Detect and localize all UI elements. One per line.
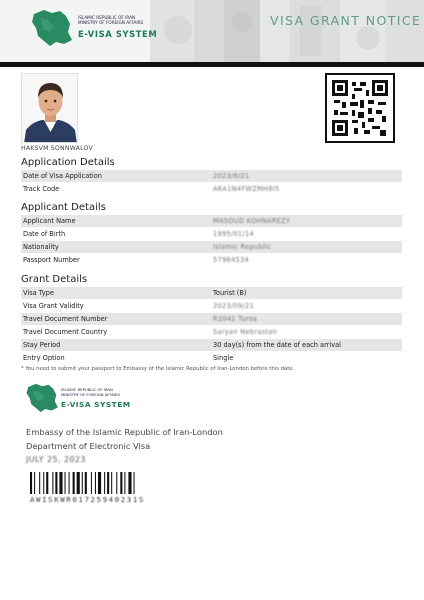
row-value: 2023/6/21 [213,172,250,180]
row-label: Date of Visa Application [23,172,102,180]
row-value: Single [213,354,234,362]
table-row [21,352,402,364]
row-label: Passport Number [23,256,80,264]
row-value: Islamic Republic [213,243,272,251]
qr-code [325,73,395,143]
row-value: 57964534 [213,256,249,264]
logo-org-text: ISLAMIC REPUBLIC OF IRAN MINISTRY OF FOREIGN AFFAIRS [78,15,144,25]
row-label: Date of Birth [23,230,66,238]
table-row [21,313,402,325]
barcode-text: AWISKWR01725940231S [30,495,145,504]
person-photo-icon [22,74,78,143]
footer-logo-name: E-VISA SYSTEM [61,400,131,409]
embassy-name: Embassy of the Islamic Republic of Iran-London [26,427,223,437]
grant-details-title: Grant Details [21,274,88,285]
row-label: Track Code [23,185,60,193]
row-value: 1995/01/14 [213,230,255,238]
header-banner [0,0,424,62]
applicant-photo [21,73,78,143]
qr-code-icon [332,80,388,136]
table-row [21,228,402,240]
row-value: 30 day(s) from the date of each arrival [213,341,342,349]
row-label: Nationality [23,243,59,251]
row-value: R2041 Tursa [213,315,258,323]
row-value: Saryan Nebrastan [213,328,278,336]
footnote: * You need to submit your passport to Embassy of the Islamic Republic of Iran-London before this date. [21,366,295,372]
row-label: Visa Grant Validity [23,302,84,310]
row-value: MASOUD KOHNAREZY [213,217,291,225]
row-label: Visa Type [23,289,54,297]
iran-map-icon [30,8,76,48]
department-name: Department of Electronic Visa [26,441,151,451]
page-title: VISA GRANT NOTICE [270,13,422,28]
table-row [21,254,402,266]
row-label: Entry Option [23,354,65,362]
table-row [21,241,402,253]
row-label: Travel Document Number [23,315,108,323]
table-row [21,326,402,338]
row-value: Tourist (B) [213,289,247,297]
table-row [21,287,402,299]
evisa-logo-footer [25,380,135,424]
table-row [21,215,402,227]
holder-name: HAKSVM SONNWALOV [21,145,93,152]
table-row [21,339,402,351]
table-row [21,170,402,182]
row-label: Travel Document Country [23,328,108,336]
evisa-logo [30,6,170,52]
applicant-details-title: Applicant Details [21,202,106,213]
logo-name: E-VISA SYSTEM [78,29,158,39]
table-row [21,300,402,312]
footer-logo-org-text: ISLAMIC REPUBLIC OF IRAN MINISTRY OF FOREIGN AFFAIRS [61,387,121,397]
iran-map-icon [25,382,61,414]
application-details-title: Application Details [21,157,115,168]
issue-date: JULY 25, 2023 [26,455,86,464]
row-label: Applicant Name [23,217,76,225]
row-value: A6A1N4FWZMH8I5 [213,185,280,193]
barcode [30,472,184,494]
header-divider [0,62,424,67]
table-row [21,183,402,195]
row-label: Stay Period [23,341,61,349]
row-value: 2023/09/21 [213,302,255,310]
